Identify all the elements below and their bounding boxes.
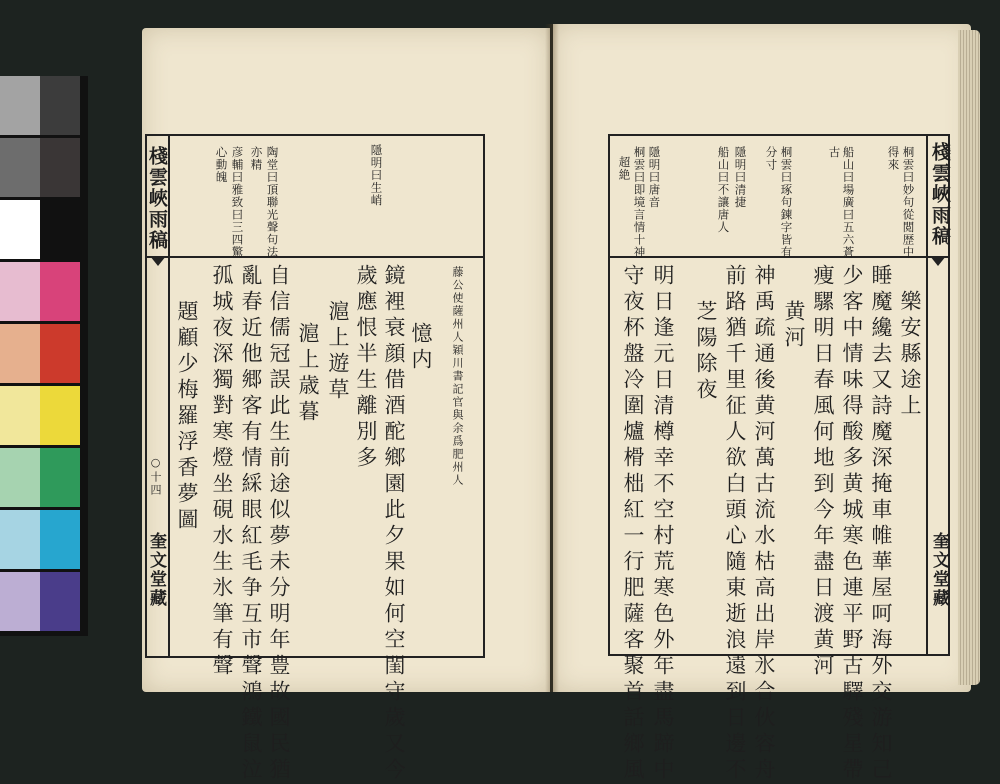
left-text-column: 憶内 <box>409 322 433 374</box>
right-margin-rule <box>926 134 928 654</box>
left-note: 陶堂曰頂聯光聲句法 <box>265 146 280 259</box>
left-margin-page-number: ○十四 <box>149 456 162 497</box>
right-text-column: 痩騾明日春風何地到今年盡日渡黄河 <box>811 264 835 680</box>
left-text-column: 自信儒冠誤此生前途似夢未分明年豊故國民猶 <box>267 264 291 784</box>
right-note: 桐雲曰琢句鍊字皆有 <box>779 146 794 259</box>
swatch-pink <box>0 262 40 321</box>
left-note: 心動魄 <box>214 146 229 184</box>
right-fishtail-mark <box>930 256 946 266</box>
left-fishtail-mark <box>150 256 166 266</box>
left-text-column: 歲應恨半生離別多 <box>354 264 378 472</box>
swatch-mid-gray <box>0 138 40 197</box>
swatch-light-gray <box>0 76 40 135</box>
swatch-purple <box>40 572 80 631</box>
right-margin-title: 棧雲峽雨稿 <box>929 142 951 247</box>
left-text-column: 滬上歳暮 <box>296 322 320 426</box>
right-note: 桐雲曰即境言情十神 <box>632 146 647 259</box>
right-margin-publisher: 奎文堂藏 <box>929 532 949 608</box>
right-note: 超絶 <box>617 156 632 181</box>
swatch-white <box>0 200 40 259</box>
swatch-pale-cyan <box>0 510 40 569</box>
swatch-magenta <box>40 262 80 321</box>
right-text-column: 少客中情味得酸多黄城寒色連平野古驛殘星帶 <box>840 264 864 784</box>
left-margin-rule <box>168 134 170 656</box>
swatch-pale-green <box>0 448 40 507</box>
right-text-column: 黄河 <box>782 300 806 352</box>
swatch-red <box>40 324 80 383</box>
right-note: 分寸 <box>764 146 779 171</box>
left-text-column: 題顧少梅羅浮香夢圖 <box>175 300 199 534</box>
right-text-column: 樂安縣途上 <box>898 290 922 420</box>
swatch-peach <box>0 324 40 383</box>
swatch-charcoal <box>40 138 80 197</box>
right-note-divider <box>608 256 948 258</box>
right-note: 古 <box>827 146 842 159</box>
left-margin-publisher: 奎文堂藏 <box>146 532 166 608</box>
right-text-column: 芝陽除夜 <box>694 300 718 404</box>
left-text-column: 藤公使薩州人穎川書記官與余爲肥州人 <box>451 266 464 487</box>
swatch-green <box>40 448 80 507</box>
swatch-black <box>40 200 80 259</box>
swatch-yellow <box>40 386 80 445</box>
right-note: 船山曰不讓唐人 <box>716 146 731 234</box>
book-spine <box>545 24 559 692</box>
swatch-lavender <box>0 572 40 631</box>
right-text-column: 睡魔纔去又詩魔深掩車帷華屋呵海外交游知己 <box>869 264 893 784</box>
left-note: 彦輔曰雅致曰三四驚 <box>230 146 245 259</box>
left-text-column: 滬上遊草 <box>326 300 350 404</box>
left-text-column: 鏡裡衰顔借酒酡鄉園此夕果如何空閨守歲又今 <box>382 264 406 784</box>
color-calibration-strip <box>0 76 88 636</box>
swatch-dark-gray <box>40 76 80 135</box>
right-text-column: 守夜杯盤冷圍爐榾柮紅一行肥薩客聚首話鄉風 <box>621 264 645 784</box>
page-edges <box>958 30 980 685</box>
swatch-pale-yellow <box>0 386 40 445</box>
left-text-column: 亂春近他郷客有情綵眼紅毛争互市聲鴻鐵鼠泣 <box>239 264 263 784</box>
left-margin-title: 棧雲峽雨稿 <box>146 146 168 251</box>
right-text-column: 明日逢元日清樽幸不空村荒寒色外年盡馬蹄中 <box>651 264 675 784</box>
left-text-column: 孤城夜深獨對寒燈坐硯水生氷筆有聲 <box>210 264 234 680</box>
right-text-column: 神禹疏通後黄河萬古流水枯高出岸氷合伙容舟 <box>752 264 776 784</box>
left-note: 亦精 <box>249 146 264 171</box>
left-note: 隱明曰生峭 <box>369 144 384 207</box>
right-note: 隱明曰清捷 <box>733 146 748 209</box>
right-note: 船山曰場廣曰五六蒼 <box>841 146 856 259</box>
swatch-cyan <box>40 510 80 569</box>
right-text-column: 前路猶千里征人欲白頭心隨東逝浪遠到日邊不 <box>723 264 747 784</box>
left-note-divider <box>145 256 483 258</box>
right-note: 得來 <box>886 146 901 171</box>
right-note: 隱明曰唐音 <box>647 146 662 209</box>
right-note: 桐雲曰妙句從閲歴中 <box>901 146 916 259</box>
